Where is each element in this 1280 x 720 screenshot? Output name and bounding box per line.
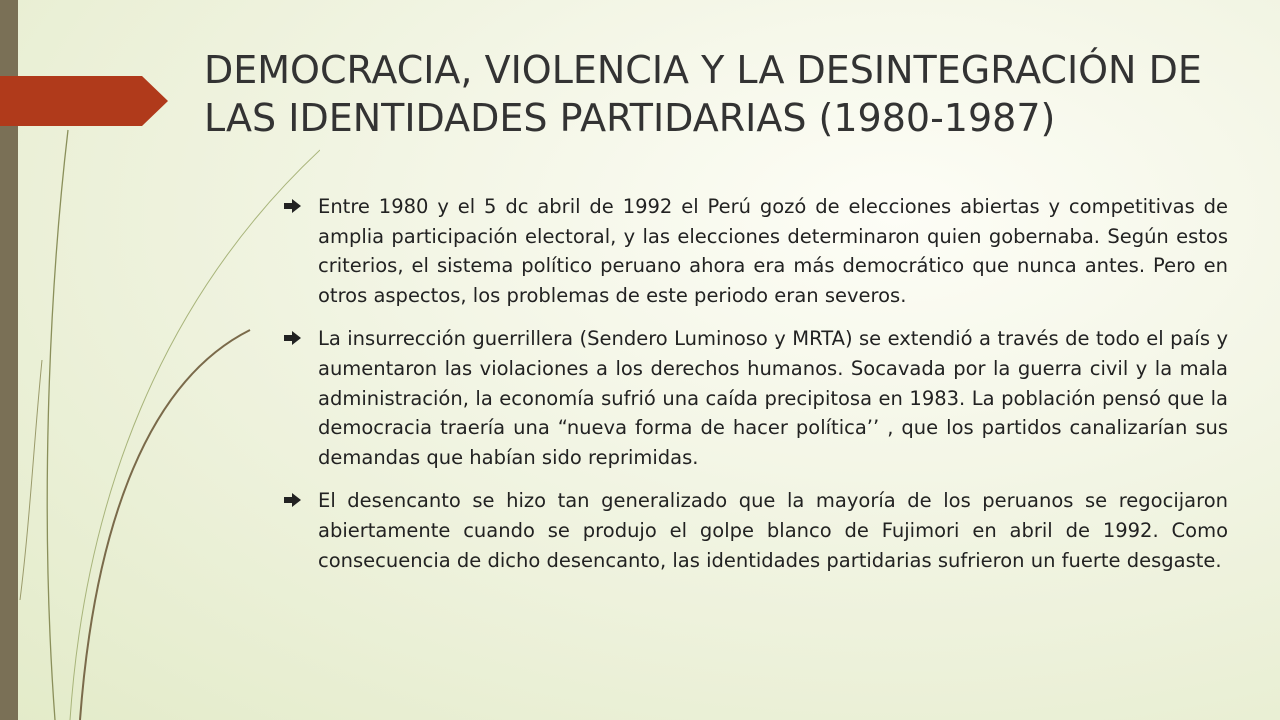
bullet-item <box>284 486 1228 575</box>
bullet-item <box>284 192 1228 310</box>
bullet-text: Entre 1980 y el 5 dc abril de 1992 el Perú gozó de elecciones abiertas y competitivas de amplia participación electoral, y las elecciones determinaron quien gobernaba. Según estos criterios, el sistema político peruano ahora era más democrático que nunca antes. Pero en otros aspectos, los problemas de este periodo eran severos. <box>318 195 1228 307</box>
bullet-text: El desencanto se hizo tan generalizado que la mayoría de los peruanos se regocijaron abiertamente cuando se produjo el golpe blanco de Fujimori en abril de 1992. Como consecuencia de dicho desencanto, las identidades partidarias sufrieron un fuerte desgaste. <box>318 489 1228 572</box>
bullet-text: La insurrección guerrillera (Sendero Luminoso y MRTA) se extendió a través de todo el país y aumentaron las violaciones a los derechos humanos. Socavada por la guerra civil y la mala administración, la economía sufrió una caída precipitosa en 1983. La población pensó que la democracia traería una “nueva forma de hacer política’’ , que los partidos canalizarían sus demandas que habían sido reprimidas. <box>318 327 1228 469</box>
bullet-list <box>284 192 1228 589</box>
slide-title: DEMOCRACIA, VIOLENCIA Y LA DESINTEGRACIÓN DE LAS IDENTIDADES PARTIDARIAS (1980-1987) <box>204 48 1202 140</box>
bullet-item <box>284 324 1228 472</box>
title-accent-arrow <box>0 76 168 126</box>
arrow-bullet-icon <box>284 199 302 213</box>
arrow-bullet-icon <box>284 331 302 345</box>
arrow-bullet-icon <box>284 493 302 507</box>
